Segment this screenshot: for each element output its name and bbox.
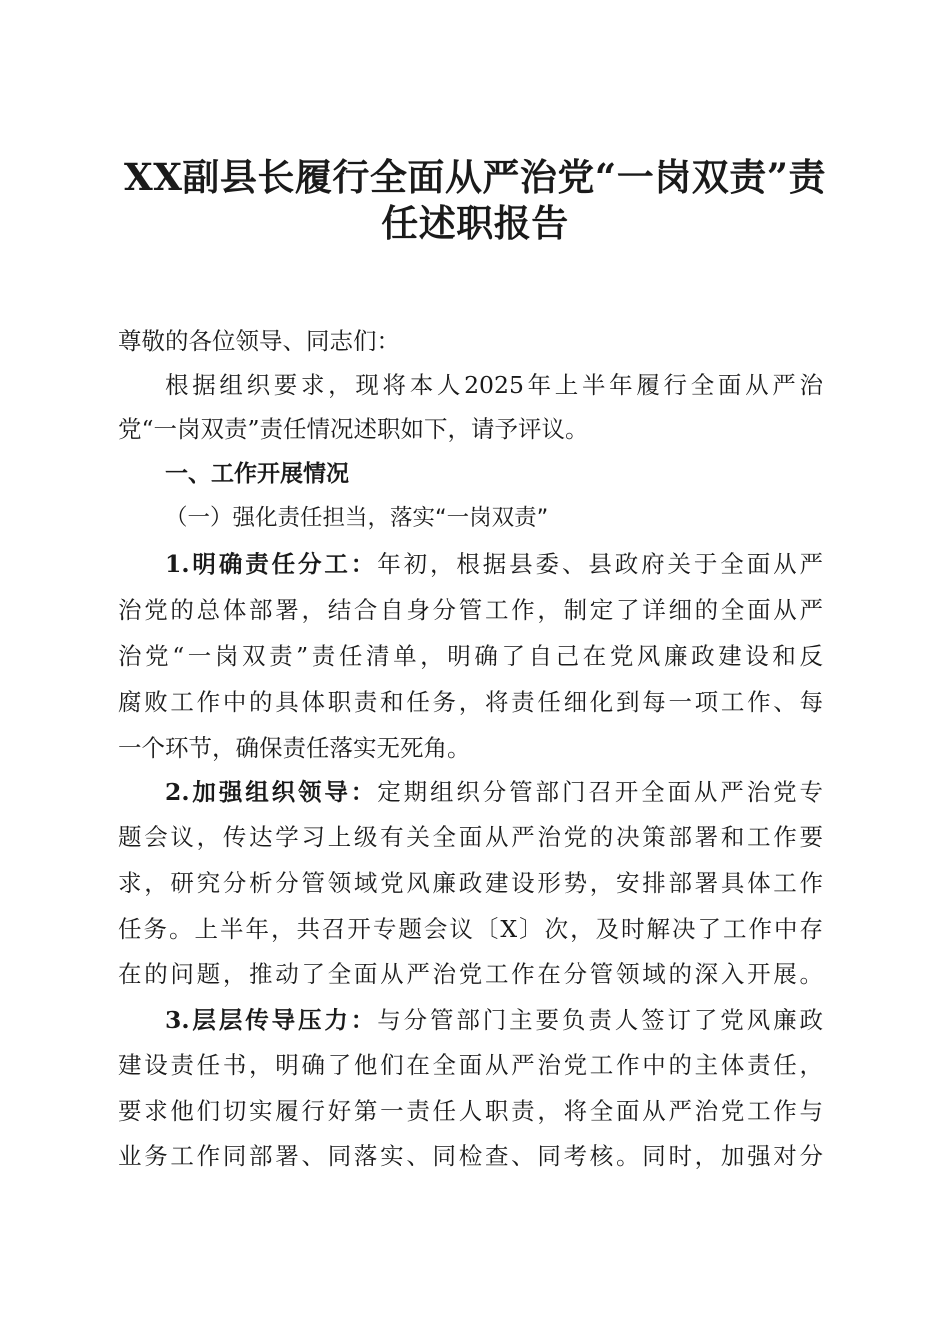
item-2-label: 2.加强组织领导： xyxy=(165,778,378,806)
subsection-1-heading: （一）强化责任担当，落实“一岗双责” xyxy=(165,505,549,531)
document-title-line-1: XX副县长履行全面从严治党“一岗双责”责 xyxy=(124,155,826,199)
item-3-line-1 xyxy=(118,1005,823,1035)
item-2-line-2: 题会议，传达学习上级有关全面从严治党的决策部署和工作要 xyxy=(118,823,823,851)
item-2-line-4: 任务。上半年，共召开专题会议〔X〕次，及时解决了工作中存 xyxy=(118,915,823,943)
item-3-label: 3.层层传导压力： xyxy=(165,1006,378,1034)
item-3-line-2: 建设责任书，明确了他们在全面从严治党工作中的主体责任， xyxy=(118,1051,823,1079)
item-3-line-4: 业务工作同部署、同落实、同检查、同考核。同时，加强对分 xyxy=(118,1142,823,1170)
item-3-text-1: 与分管部门主要负责人签订了党风廉政 xyxy=(377,1006,823,1034)
item-2-line-3: 求，研究分析分管领域党风廉政建设形势，安排部署具体工作 xyxy=(118,869,823,897)
item-1-line-3: 治党“一岗双责”责任清单，明确了自己在党风廉政建设和反 xyxy=(118,642,823,670)
item-3-line-3: 要求他们切实履行好第一责任人职责，将全面从严治党工作与 xyxy=(118,1097,823,1125)
item-2-text-1: 定期组织分管部门召开全面从严治党专 xyxy=(377,778,823,806)
intro-line-2: 党“一岗双责”责任情况述职如下，请予评议。 xyxy=(118,415,589,443)
section-1-heading: 一、工作开展情况 xyxy=(165,461,349,487)
item-1-line-4: 腐败工作中的具体职责和任务，将责任细化到每一项工作、每 xyxy=(118,688,823,716)
salutation: 尊敬的各位领导、同志们： xyxy=(118,327,400,355)
document-title-line-2: 任述职报告 xyxy=(381,201,569,245)
item-2-line-5: 在的问题，推动了全面从严治党工作在分管领域的深入开展。 xyxy=(118,960,823,988)
item-1-line-2: 治党的总体部署，结合自身分管工作，制定了详细的全面从严 xyxy=(118,596,823,624)
item-1-label: 1.明确责任分工： xyxy=(165,550,378,578)
item-1-line-1 xyxy=(118,549,823,579)
intro-line-1: 根据组织要求，现将本人2025年上半年履行全面从严治 xyxy=(165,371,823,399)
item-1-line-5: 一个环节，确保责任落实无死角。 xyxy=(118,734,471,762)
item-2-line-1 xyxy=(118,777,823,807)
item-1-text-1: 年初，根据县委、县政府关于全面从严 xyxy=(377,550,823,578)
